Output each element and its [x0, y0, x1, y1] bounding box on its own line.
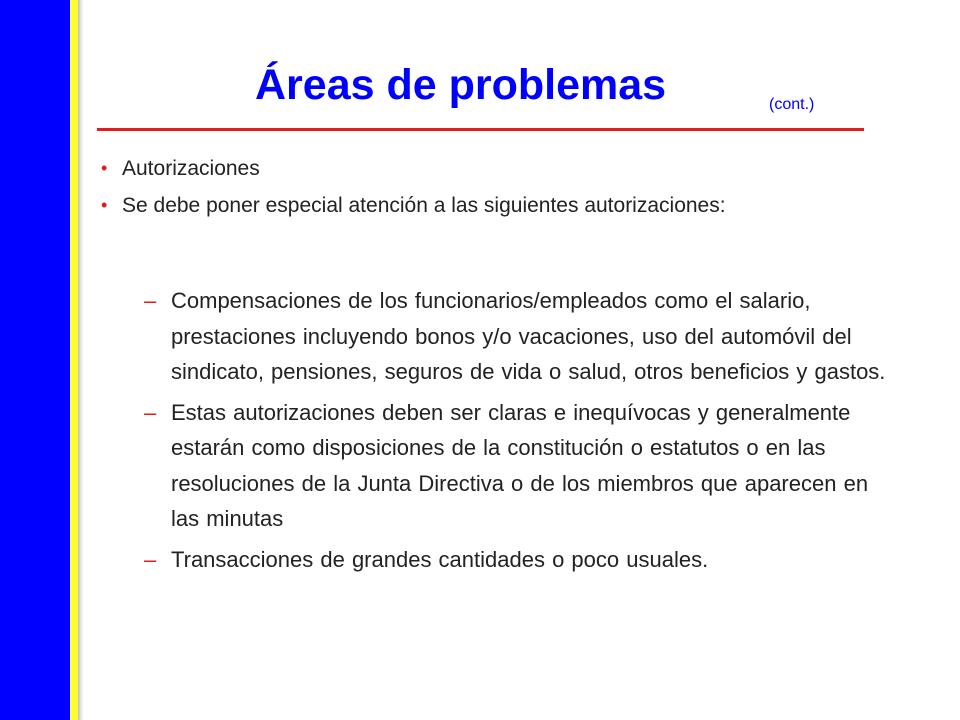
dash-icon: – — [144, 546, 157, 572]
sub-bullet-item — [146, 395, 886, 537]
sub-bullet-text: Estas autorizaciones deben ser claras e inequívocas y generalmente estarán como disposiciones de la constitución o estatutos o en las resoluciones de la Junta Directiva o de los miembros que aparecen en las minutas — [171, 399, 869, 531]
side-accent-stripe — [70, 0, 78, 720]
bullet-item — [101, 152, 861, 185]
bullet-icon: • — [101, 195, 108, 215]
slide-title: Áreas de problemas — [255, 61, 667, 109]
bullet-text: Autorizaciones — [122, 157, 260, 180]
sub-bullet-text: Transacciones de grandes cantidades o poco usuales. — [171, 546, 709, 572]
dash-icon: – — [144, 288, 157, 313]
side-shadow — [78, 0, 84, 720]
sub-bullet-list — [146, 283, 886, 582]
title-underline — [97, 128, 864, 131]
bullet-item — [101, 189, 861, 222]
dash-icon: – — [144, 399, 157, 425]
bullet-list — [101, 152, 861, 226]
sub-bullet-item — [146, 283, 886, 390]
bullet-icon: • — [101, 158, 108, 178]
slide-subtitle: (cont.) — [769, 96, 815, 113]
side-color-bar — [0, 0, 70, 720]
sub-bullet-text: Compensaciones de los funcionarios/empleados como el salario, prestaciones incluyendo bonos y/o vacaciones, uso del automóvil del sindicato, pensiones, seguros de vida o salud, otros beneficios y gastos. — [171, 288, 886, 384]
bullet-text: Se debe poner especial atención a las siguientes autorizaciones: — [122, 194, 726, 217]
sub-bullet-item — [146, 542, 886, 578]
